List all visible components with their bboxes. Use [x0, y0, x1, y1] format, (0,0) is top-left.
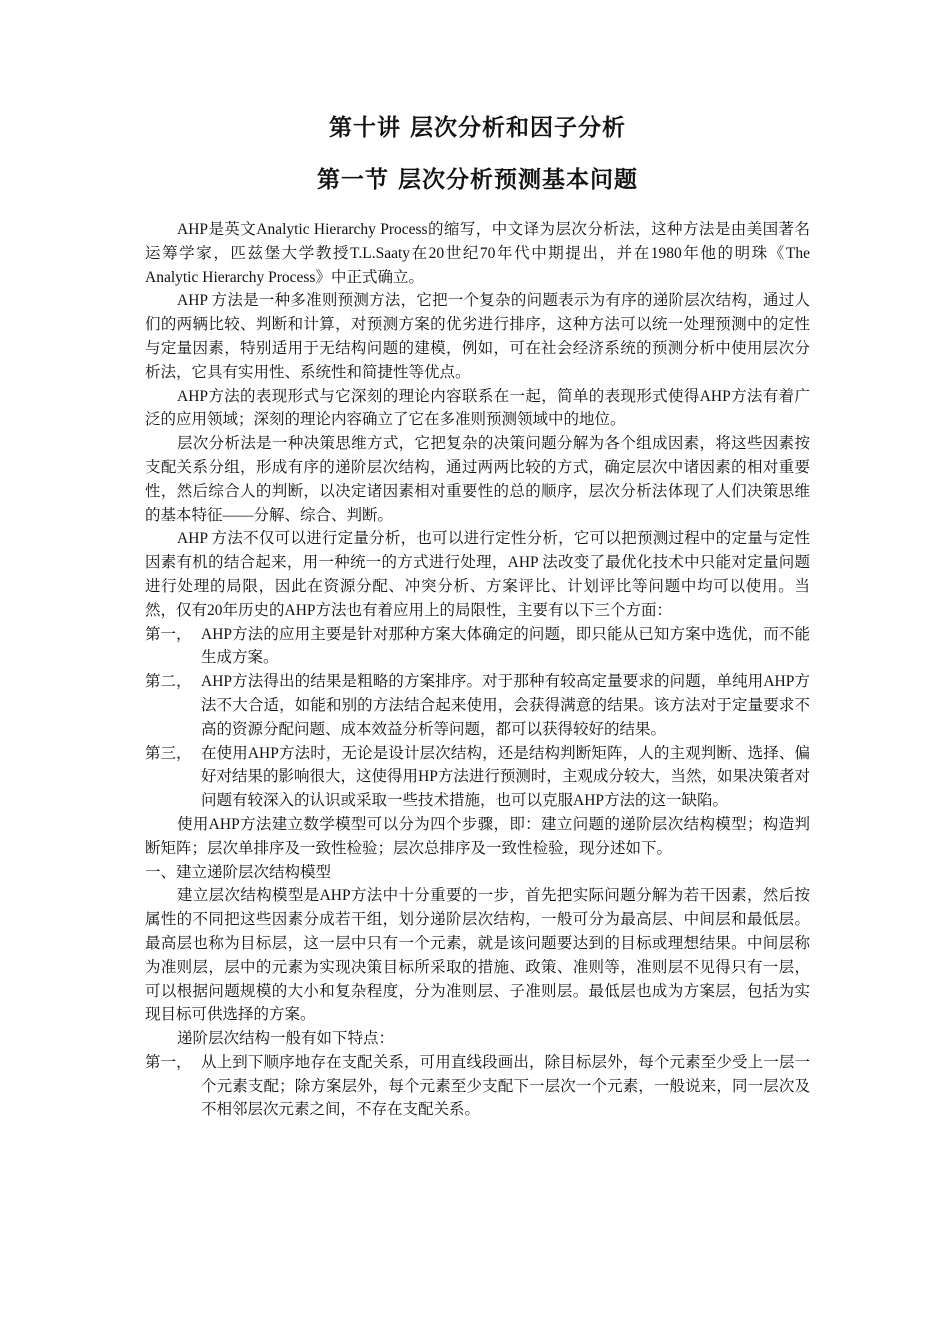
- list-item: [145, 623, 810, 671]
- list-marker: 第一，: [145, 625, 192, 643]
- paragraph-steps: 使用AHP方法建立数学模型可以分为四个步骤，即：建立问题的递阶层次结构模型；构造判断矩阵；层次单排序及一致性检验；层次总排序及一致性检验，现分述如下。: [145, 815, 810, 857]
- list-text: AHP方法得出的结果是粗略的方案排序。对于那种有较高定量要求的问题，单纯用AHP方法不大合适，如能和别的方法结合起来使用，会获得满意的结果。该方法对于定量要求不高的资源分配问题、成本效益分析等问题，都可以获得较好的结果。: [201, 673, 810, 738]
- paragraph-method: AHP 方法是一种多准则预测方法，它把一个复杂的问题表示为有序的递阶层次结构，通过人们的两辆比较、判断和计算，对预测方案的优劣进行排序，这种方法可以统一处理预测中的定性与定量因素，特别适用于无结构问题的建模，例如，可在社会经济系统的预测分析中使用层次分析法，它具有实用性、系统性和简捷性等优点。: [145, 292, 810, 381]
- list-item: [145, 670, 810, 741]
- paragraph-decision: 层次分析法是一种决策思维方式，它把复杂的决策问题分解为各个组成因素，将这些因素按支配关系分组，形成有序的递阶层次结构，通过两两比较的方式，确定层次中诸因素的相对重要性，然后综合人的判断，以决定诸因素相对重要性的总的顺序，层次分析法体现了人们决策思维的基本特征——分解、综合、判断。: [145, 435, 810, 524]
- lecture-title: 第十讲 层次分析和因子分析: [328, 115, 626, 141]
- list-marker: 第二，: [145, 673, 192, 691]
- list-text: 在使用AHP方法时，无论是设计层次结构，还是结构判断矩阵，人的主观判断、选择、偏好对结果的影响很大，这使得用HP方法进行预测时，主观成分较大，当然，如果决策者对问题有较深入的认识或采取一些技术措施，也可以克服AHP方法的这一缺陷。: [201, 744, 810, 810]
- list-marker: 第一，: [145, 1053, 192, 1071]
- list-text: AHP方法的应用主要是针对那种方案大体确定的问题，即只能从已知方案中选优，而不能生成方案。: [201, 625, 810, 667]
- section-title: 第一节 层次分析预测基本问题: [316, 167, 638, 193]
- list-item: [145, 1051, 810, 1122]
- paragraph-features-intro: 递阶层次结构一般有如下特点：: [177, 1030, 395, 1048]
- section-heading: 一、建立递阶层次结构模型: [145, 863, 332, 881]
- paragraph-intro: AHP是英文Analytic Hierarchy Process的缩写，中文译为层次分析法，这种方法是由美国著名运筹学家，匹兹堡大学教授T.L.Saaty在20世纪70年代中期提出，并在1980年他的明珠《The Analytic Hierarchy Process》中正式确立。: [145, 221, 810, 286]
- paragraph-limitations: AHP 方法不仅可以进行定量分析，也可以进行定性分析，它可以把预测过程中的定量与定性因素有机的结合起来，用一种统一的方式进行处理，AHP 法改变了最优化技术中只能对定量问题进行处理的局限，因此在资源分配、冲突分析、方案评比、计划评比等问题中均可以使用。当然，仅有20年历史的AHP方法也有着应用上的局限性，主要有以下三个方面：: [145, 530, 810, 619]
- list-item: [145, 742, 810, 813]
- list-marker: 第三，: [145, 744, 192, 762]
- document-body: [145, 218, 810, 1122]
- list-text: 从上到下顺序地存在支配关系，可用直线段画出，除目标层外，每个元素至少受上一层一个元素支配；除方案层外，每个元素至少支配下一层次一个元素，一般说来，同一层次及不相邻层次元素之间，不存在支配关系。: [201, 1053, 810, 1119]
- document-page: [145, 110, 810, 1122]
- paragraph-hierarchy-model: 建立层次结构模型是AHP方法中十分重要的一步，首先把实际问题分解为若干因素，然后按属性的不同把这些因素分成若干组，划分递阶层次结构，一般可分为最高层、中间层和最低层。最高层也称为目标层，这一层中只有一个元素，就是该问题要达到的目标或理想结果。中间层称为准则层，层中的元素为实现决策目标所采取的措施、政策、准则等，准则层不见得只有一层，可以根据问题规模的大小和复杂程度，分为准则层、子准则层。最低层也成为方案层，包括为实现目标可供选择的方案。: [145, 887, 810, 1024]
- paragraph-form: AHP方法的表现形式与它深刻的理论内容联系在一起，简单的表现形式使得AHP方法有着广泛的应用领域；深刻的理论内容确立了它在多准则预测领域中的地位。: [145, 387, 810, 429]
